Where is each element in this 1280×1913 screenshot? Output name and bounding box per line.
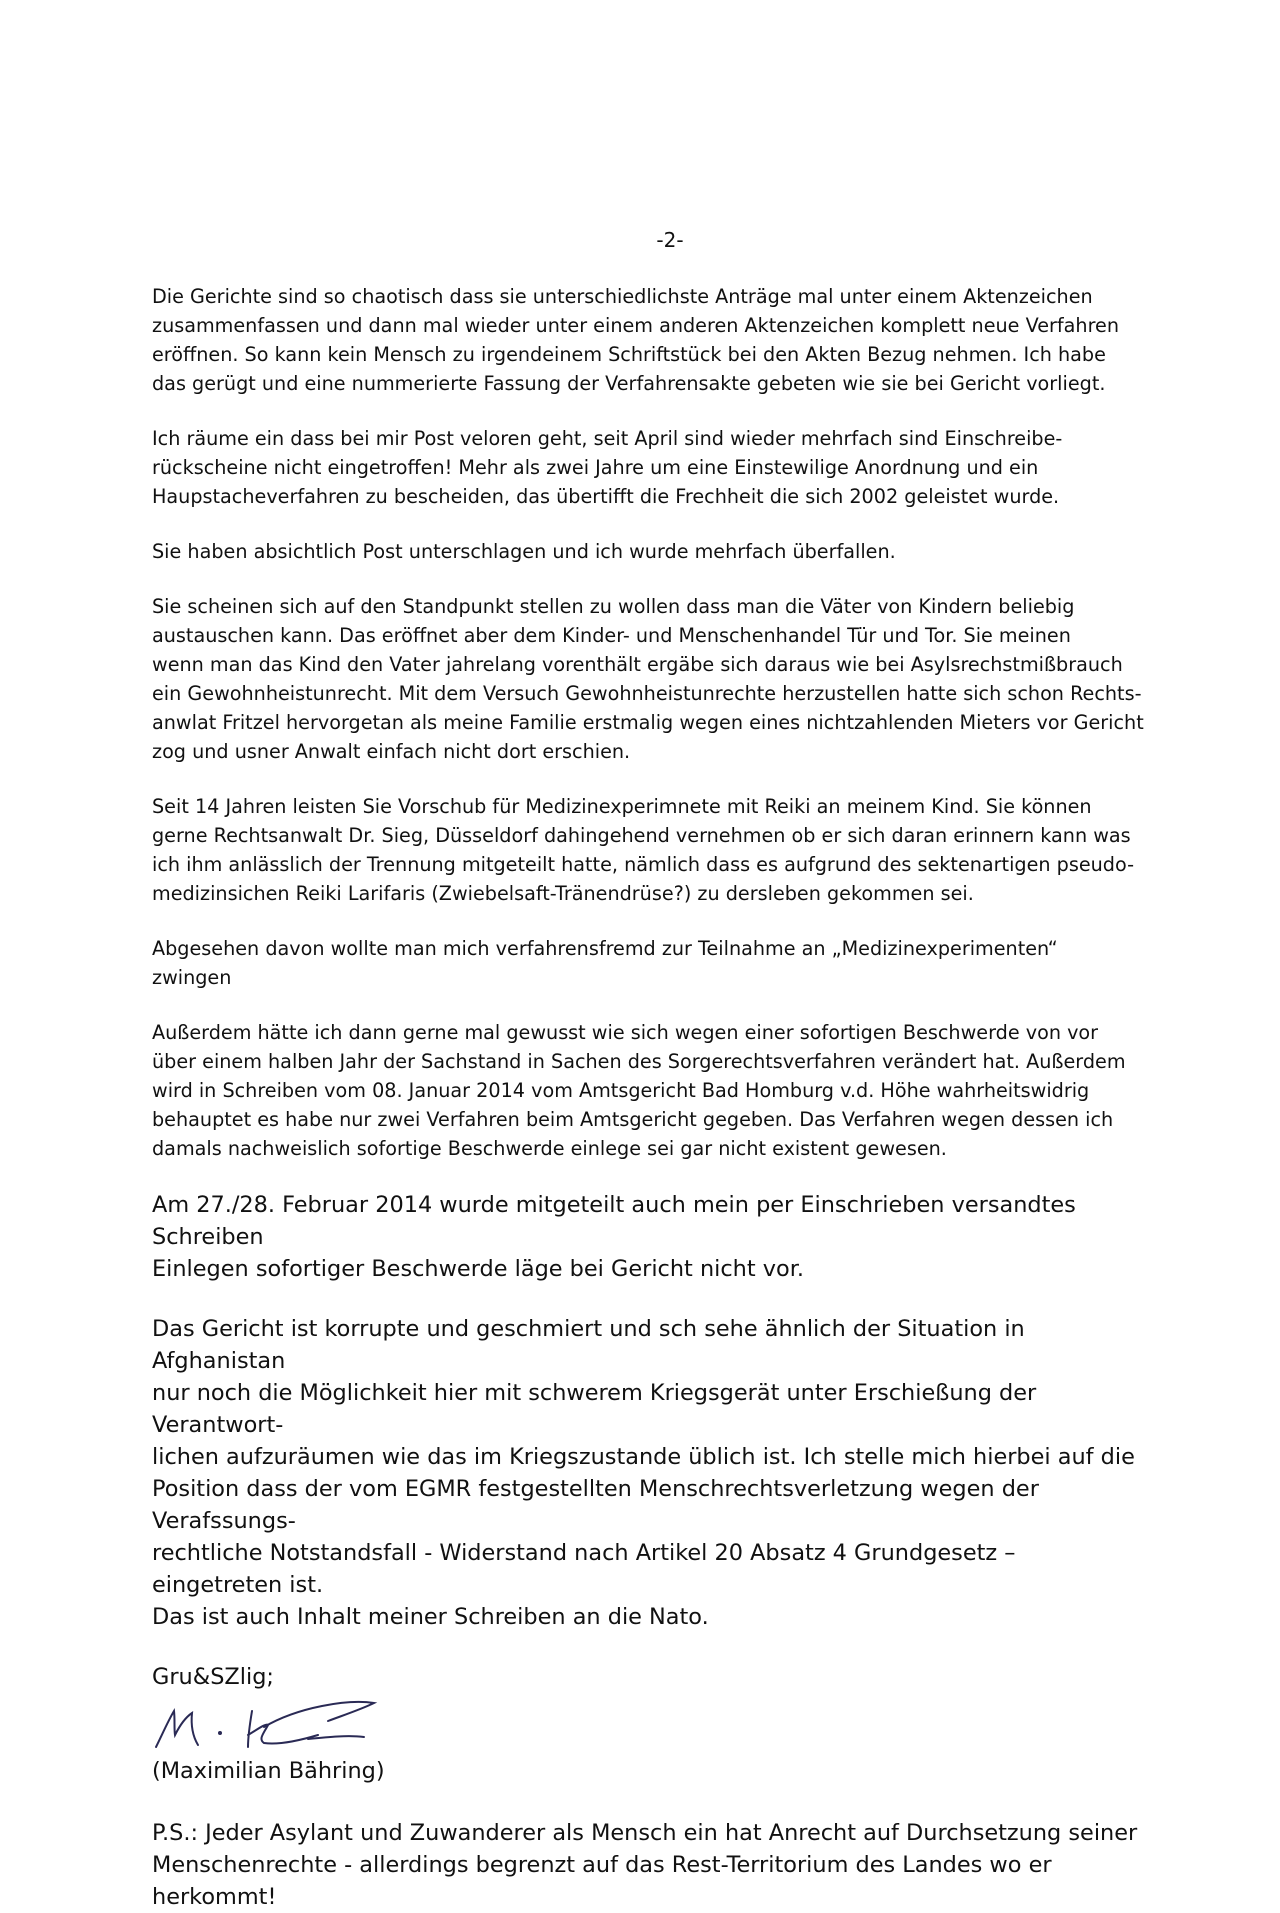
signature-name: (Maximilian Bähring) [152,1758,385,1784]
paragraph-courts-chaotic: Die Gerichte sind so chaotisch dass sie unterschiedlichste Anträge mal unter einem Aktenzeichen zusammenfassen und dann mal wieder unter einem anderen Aktenzeichen komplett neue Verfahren eröffnen. So kann kein Mensch zu irgendeinem Schriftstück bei den Akten Bezug nehmen. Ich habe das gerügt und eine nummerierte Fassung der Verfahrensakte gebeten wie sie bei Gericht vorliegt. [152,285,1119,395]
page-number: -2- [656,228,684,252]
paragraph-mail-suppressed: Sie haben absichtlich Post unterschlagen und ich wurde mehrfach überfallen. [152,540,896,563]
paragraph-experiments: Abgesehen davon wollte man mich verfahrensfremd zur Teilnahme an „Medizinexperimenten“ zwingen [152,937,1058,989]
paragraph-february-2014: Am 27./28. Februar 2014 wurde mitgeteilt auch mein per Einschrieben versandtes Schreiben Einlegen sofortiger Beschwerde läge bei Gericht nicht vor. [152,1192,1076,1282]
paragraph-fathers: Sie scheinen sich auf den Standpunkt stellen zu wollen dass man die Väter von Kindern beliebig austauschen kann. Das eröffnet aber dem Kinder- und Menschenhandel Tür und Tor. Sie meinen wenn man das Kind den Vater jahrelang vorenthält ergäbe sich daraus wie bei Asylsrechstmißbrauch ein Gewohnheistunrecht. Mit dem Versuch Gewohnheistunrechte herzustellen hatte sich schon Rechts- anwlat Fritzel hervorgetan als meine Familie erstmalig wegen eines nichtzahlenden Mieters vor Gericht zog und usner Anwalt einfach nicht dort erschien. [152,595,1144,763]
postscript: P.S.: Jeder Asylant und Zuwanderer als Mensch ein hat Anrecht auf Durchsetzung seiner Menschenrechte - allerdings begrenzt auf das Rest-Territorium des Landes wo er herkommt! [152,1820,1138,1910]
handwritten-signature [148,1695,388,1755]
paragraph-reiki: Seit 14 Jahren leisten Sie Vorschub für Medizinexperimnete mit Reiki an meinem Kind. Sie können gerne Rechtsanwalt Dr. Sieg, Düsseldorf dahingehend vernehmen ob er sich daran erinnern kann was ich ihm anlässlich der Trennung mitgeteilt hatte, nämlich dass es aufgrund des sektenartigen pseudo- medizinsichen Reiki Larifaris (Zwiebelsaft-Tränendrüse?) zu dersleben gekommen sei. [152,795,1134,905]
closing-greeting: Gru&SZlig; [152,1664,274,1690]
letter-body [152,282,1152,1913]
paragraph-court-corrupt: Das Gericht ist korrupte und geschmiert und sch sehe ähnlich der Situation in Afghanistan nur noch die Möglichkeit hier mit schwerem Kriegsgerät unter Erschießung der Verantwort- lichen aufzuräumen wie das im Kriegszustande üblich ist. Ich stelle mich hierbei auf die Position dass der vom EGMR festgestellten Menschrechtsverletzung wegen der Verafssungs- rechtliche Notstandsfall - Widerstand nach Artikel 20 Absatz 4 Grundgesetz – eingetreten ist. Das ist auch Inhalt meiner Schreiben an die Nato. [152,1316,1135,1630]
paragraph-lost-mail: Ich räume ein dass bei mir Post veloren geht, seit April sind wieder mehrfach sind Einschreibe- rückscheine nicht eingetroffen! Mehr als zwei Jahre um eine Einstewilige Anordnung und ein Haupstacheverfahren zu bescheiden, das übertifft die Frechheit die sich 2002 geleistet wurde. [152,427,1063,508]
paragraph-custody-complaint: Außerdem hätte ich dann gerne mal gewusst wie sich wegen einer sofortigen Beschwerde von vor über einem halben Jahr der Sachstand in Sachen des Sorgerechtsverfahren verändert hat. Außerdem wird in Schreiben vom 08. Januar 2014 vom Amtsgericht Bad Homburg v.d. Höhe wahrheitswidrig behauptet es habe nur zwei Verfahren beim Amtsgericht gegeben. Das Verfahren wegen dessen ich damals nachweislich sofortige Beschwerde einlege sei gar nicht existent gewesen. [152,1021,1126,1160]
